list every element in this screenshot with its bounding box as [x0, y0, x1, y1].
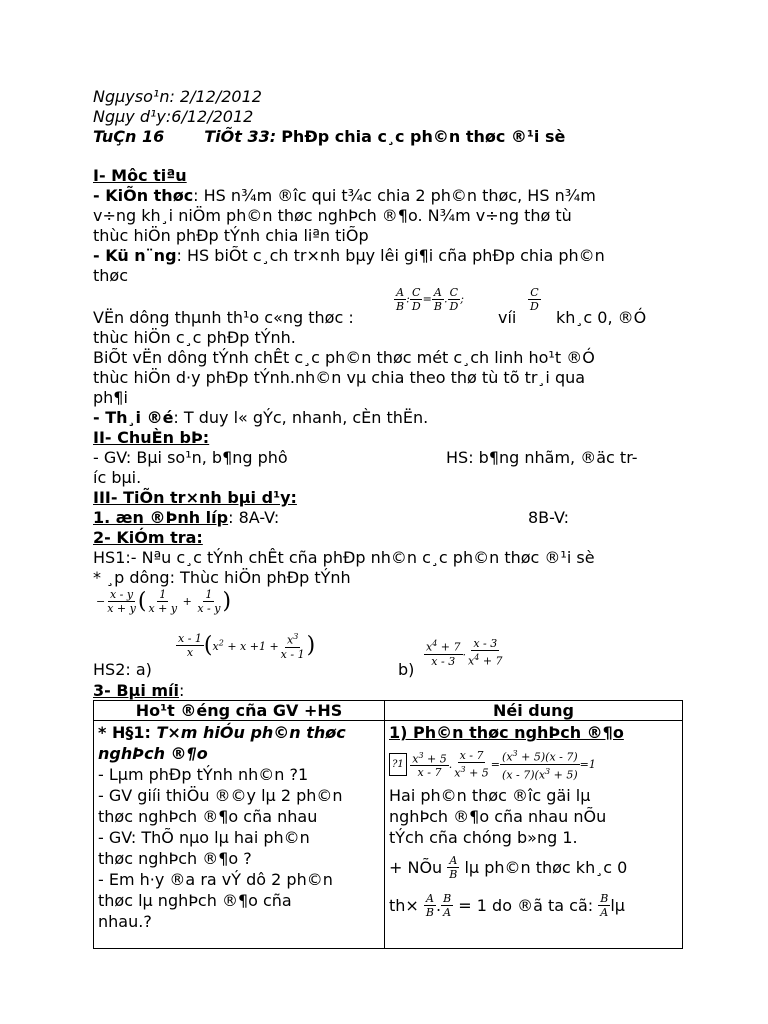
- ky-nang-line-2: thøc: [93, 266, 128, 285]
- biet-line-2: thùc hiÖn d·y phÐp tÝnh.nh©n vµ chia theo thø tù tõ tr¸i qua: [93, 368, 586, 387]
- table-header-row: [94, 701, 683, 721]
- activity-line: - Em h·y ®a ra vÝ dô 2 ph©n: [98, 870, 333, 889]
- chuan-bi-heading: II- ChuÈn bÞ:: [93, 428, 210, 447]
- lop-8a: : 8A-V:: [228, 508, 280, 527]
- khac-0-text: kh¸c 0, ®Ó: [556, 308, 647, 327]
- bai-moi-line: 3- Bµi míi:: [93, 681, 185, 700]
- table-header-content: Néi dung: [385, 701, 683, 721]
- on-dinh-line: [93, 508, 279, 527]
- activity-line: thøc nghÞch ®¶o cña nhau: [98, 807, 318, 826]
- content-line-if: + NÕu $\frac{A}{B}$ lµ ph©n thøc kh¸c 0: [389, 853, 628, 881]
- kien-thuc-line: [93, 186, 596, 205]
- b-label: b): [398, 660, 415, 679]
- voi-text: víi: [498, 308, 517, 327]
- ky-nang-line: [93, 246, 605, 265]
- thai-do-label: - Th¸i ®é: [93, 408, 174, 427]
- kien-thuc-text: : HS n¾m ®îc qui t¾c chia 2 ph©n thøc, HS n¾m: [193, 186, 596, 205]
- biet-line-1: BiÕt vËn dông tÝnh chÊt c¸c ph©n thøc mét c¸ch linh ho¹t ®Ó: [93, 348, 595, 367]
- van-dung-line-2: thùc hiÖn c¸c phÐp tÝnh.: [93, 328, 296, 347]
- tiet-label: TiÕt 33:: [204, 127, 277, 146]
- kien-thuc-line-3: thùc hiÖn phÐp tÝnh chia liªn tiÕp: [93, 226, 369, 245]
- activity-line: - GV: ThÕ nµo lµ hai ph©n: [98, 828, 310, 847]
- thai-do-line: [93, 408, 428, 427]
- formula-division: $\frac{A}{B}$ : $\frac{C}{D}$ = $\frac{A}{B}$ . $\frac{C}{D}$ ;: [396, 286, 464, 313]
- kien-thuc-line-2: v÷ng kh¸i niÖm ph©n thøc nghÞch ®¶o. N¾m v÷ng thø tù: [93, 206, 572, 225]
- hs2-label: HS2: a): [93, 660, 152, 679]
- muc-tieu-heading: I- Môc tiªu: [93, 166, 187, 185]
- activity-line: - GV giíi thiÖu ®©y lµ 2 ph©n: [98, 786, 343, 805]
- content-line: nghÞch ®¶o cña nhau nÕu: [389, 807, 607, 826]
- hd1-line: * H§1: T×m hiÓu ph©n thøc: [98, 723, 346, 742]
- chuan-bi-hs: HS: b¶ng nhãm, ®äc tr-: [446, 448, 638, 467]
- lop-8b: 8B-V:: [528, 508, 570, 527]
- thai-do-text: : T duy l« gÝc, nhanh, cÈn thËn.: [173, 408, 429, 427]
- biet-line-3: ph¶i: [93, 388, 128, 407]
- lesson-title: PhÐp chia c¸c ph©n thøc ®¹i sè: [281, 127, 566, 146]
- q1-label: ?1: [389, 753, 407, 776]
- exercise-formula-1: − $\frac{x - y}{x + y}$ ( $\frac{1}{x + y}$ + $\frac{1}{x - y}$ ): [96, 588, 232, 615]
- activity-line: thøc nghÞch ®¶o ?: [98, 849, 252, 868]
- content-line: Hai ph©n thøc ®îc gäi lµ: [389, 786, 591, 805]
- activities-cell: [94, 721, 385, 949]
- content-title: 1) Ph©n thøc nghÞch ®¶o: [389, 723, 624, 742]
- kien-thuc-label: - KiÕn thøc: [93, 186, 194, 205]
- van-dung-line: VËn dông thµnh th¹o c«ng thøc :: [93, 308, 354, 327]
- ky-nang-label: - Kü n¨ng: [93, 246, 177, 265]
- ngay-soan: Ngµyso¹n: 2/12/2012: [93, 87, 262, 106]
- chuan-bi-gv: - GV: Bµi so¹n, b¶ng phô: [93, 448, 288, 467]
- table-row: [94, 721, 683, 949]
- tien-trinh-heading: III- TiÕn tr×nh bµi d¹y:: [93, 488, 297, 507]
- exercise-formula-b: $\frac{x^4 + 7}{x - 3}$ . $\frac{x - 3}{x^4 + 7}$: [426, 637, 503, 668]
- activity-line: - Lµm phÐp tÝnh nh©n ?1: [98, 765, 309, 784]
- activity-line: thøc lµ nghÞch ®¶o cña: [98, 891, 292, 910]
- content-line-then: th× $\frac{A}{B}$ . $\frac{B}{A}$ = 1 do ®ã ta cã: $\frac{B}{A}$ lµ: [389, 891, 625, 919]
- ky-nang-text: : HS biÕt c¸ch tr×nh bµy lêi gi¶i cña phÐp chia ph©n: [176, 246, 605, 265]
- content-cell: [385, 721, 683, 949]
- content-line: tÝch cña chóng b»ng 1.: [389, 828, 578, 847]
- hs1-question: HS1:- Nªu c¸c tÝnh chÊt cña phÐp nh©n c¸c ph©n thøc ®¹i sè: [93, 548, 595, 567]
- tuan-label: TuÇn 16: [93, 127, 165, 146]
- q1-formula: ?1 $\frac{x^3 + 5}{x - 7}$ . $\frac{x - 7}{x^3 + 5}$ = $\frac{(x^3 + 5)(x - 7)}{(x - 7)(x^3 + 5)}$ =1: [389, 743, 678, 785]
- formula-c-over-d: $\frac{C}{D}$: [530, 286, 539, 313]
- hd1-line-2: nghÞch ®¶o: [98, 744, 208, 763]
- table-header-activities: Ho¹t ®éng cña GV +HS: [94, 701, 385, 721]
- on-dinh-label: 1. æn ®Þnh líp: [93, 508, 229, 527]
- bai-moi-heading: 3- Bµi míi: [93, 681, 180, 700]
- lesson-title-line: [93, 127, 565, 146]
- ngay-day: Ngµy d¹y:6/12/2012: [93, 107, 254, 126]
- kiem-tra-heading: 2- KiÓm tra:: [93, 528, 203, 547]
- activity-line: nhau.?: [98, 912, 152, 931]
- lesson-table: [93, 700, 683, 949]
- chuan-bi-hs-2: íc bµi.: [93, 468, 142, 487]
- ap-dung-line: * ¸p dông: Thùc hiÖn phÐp tÝnh: [93, 568, 351, 587]
- exercise-formula-a: $\frac{x - 1}{x}$ ($x^2 + x +1$ + $\frac{x^3}{x - 1}$ ): [178, 631, 316, 661]
